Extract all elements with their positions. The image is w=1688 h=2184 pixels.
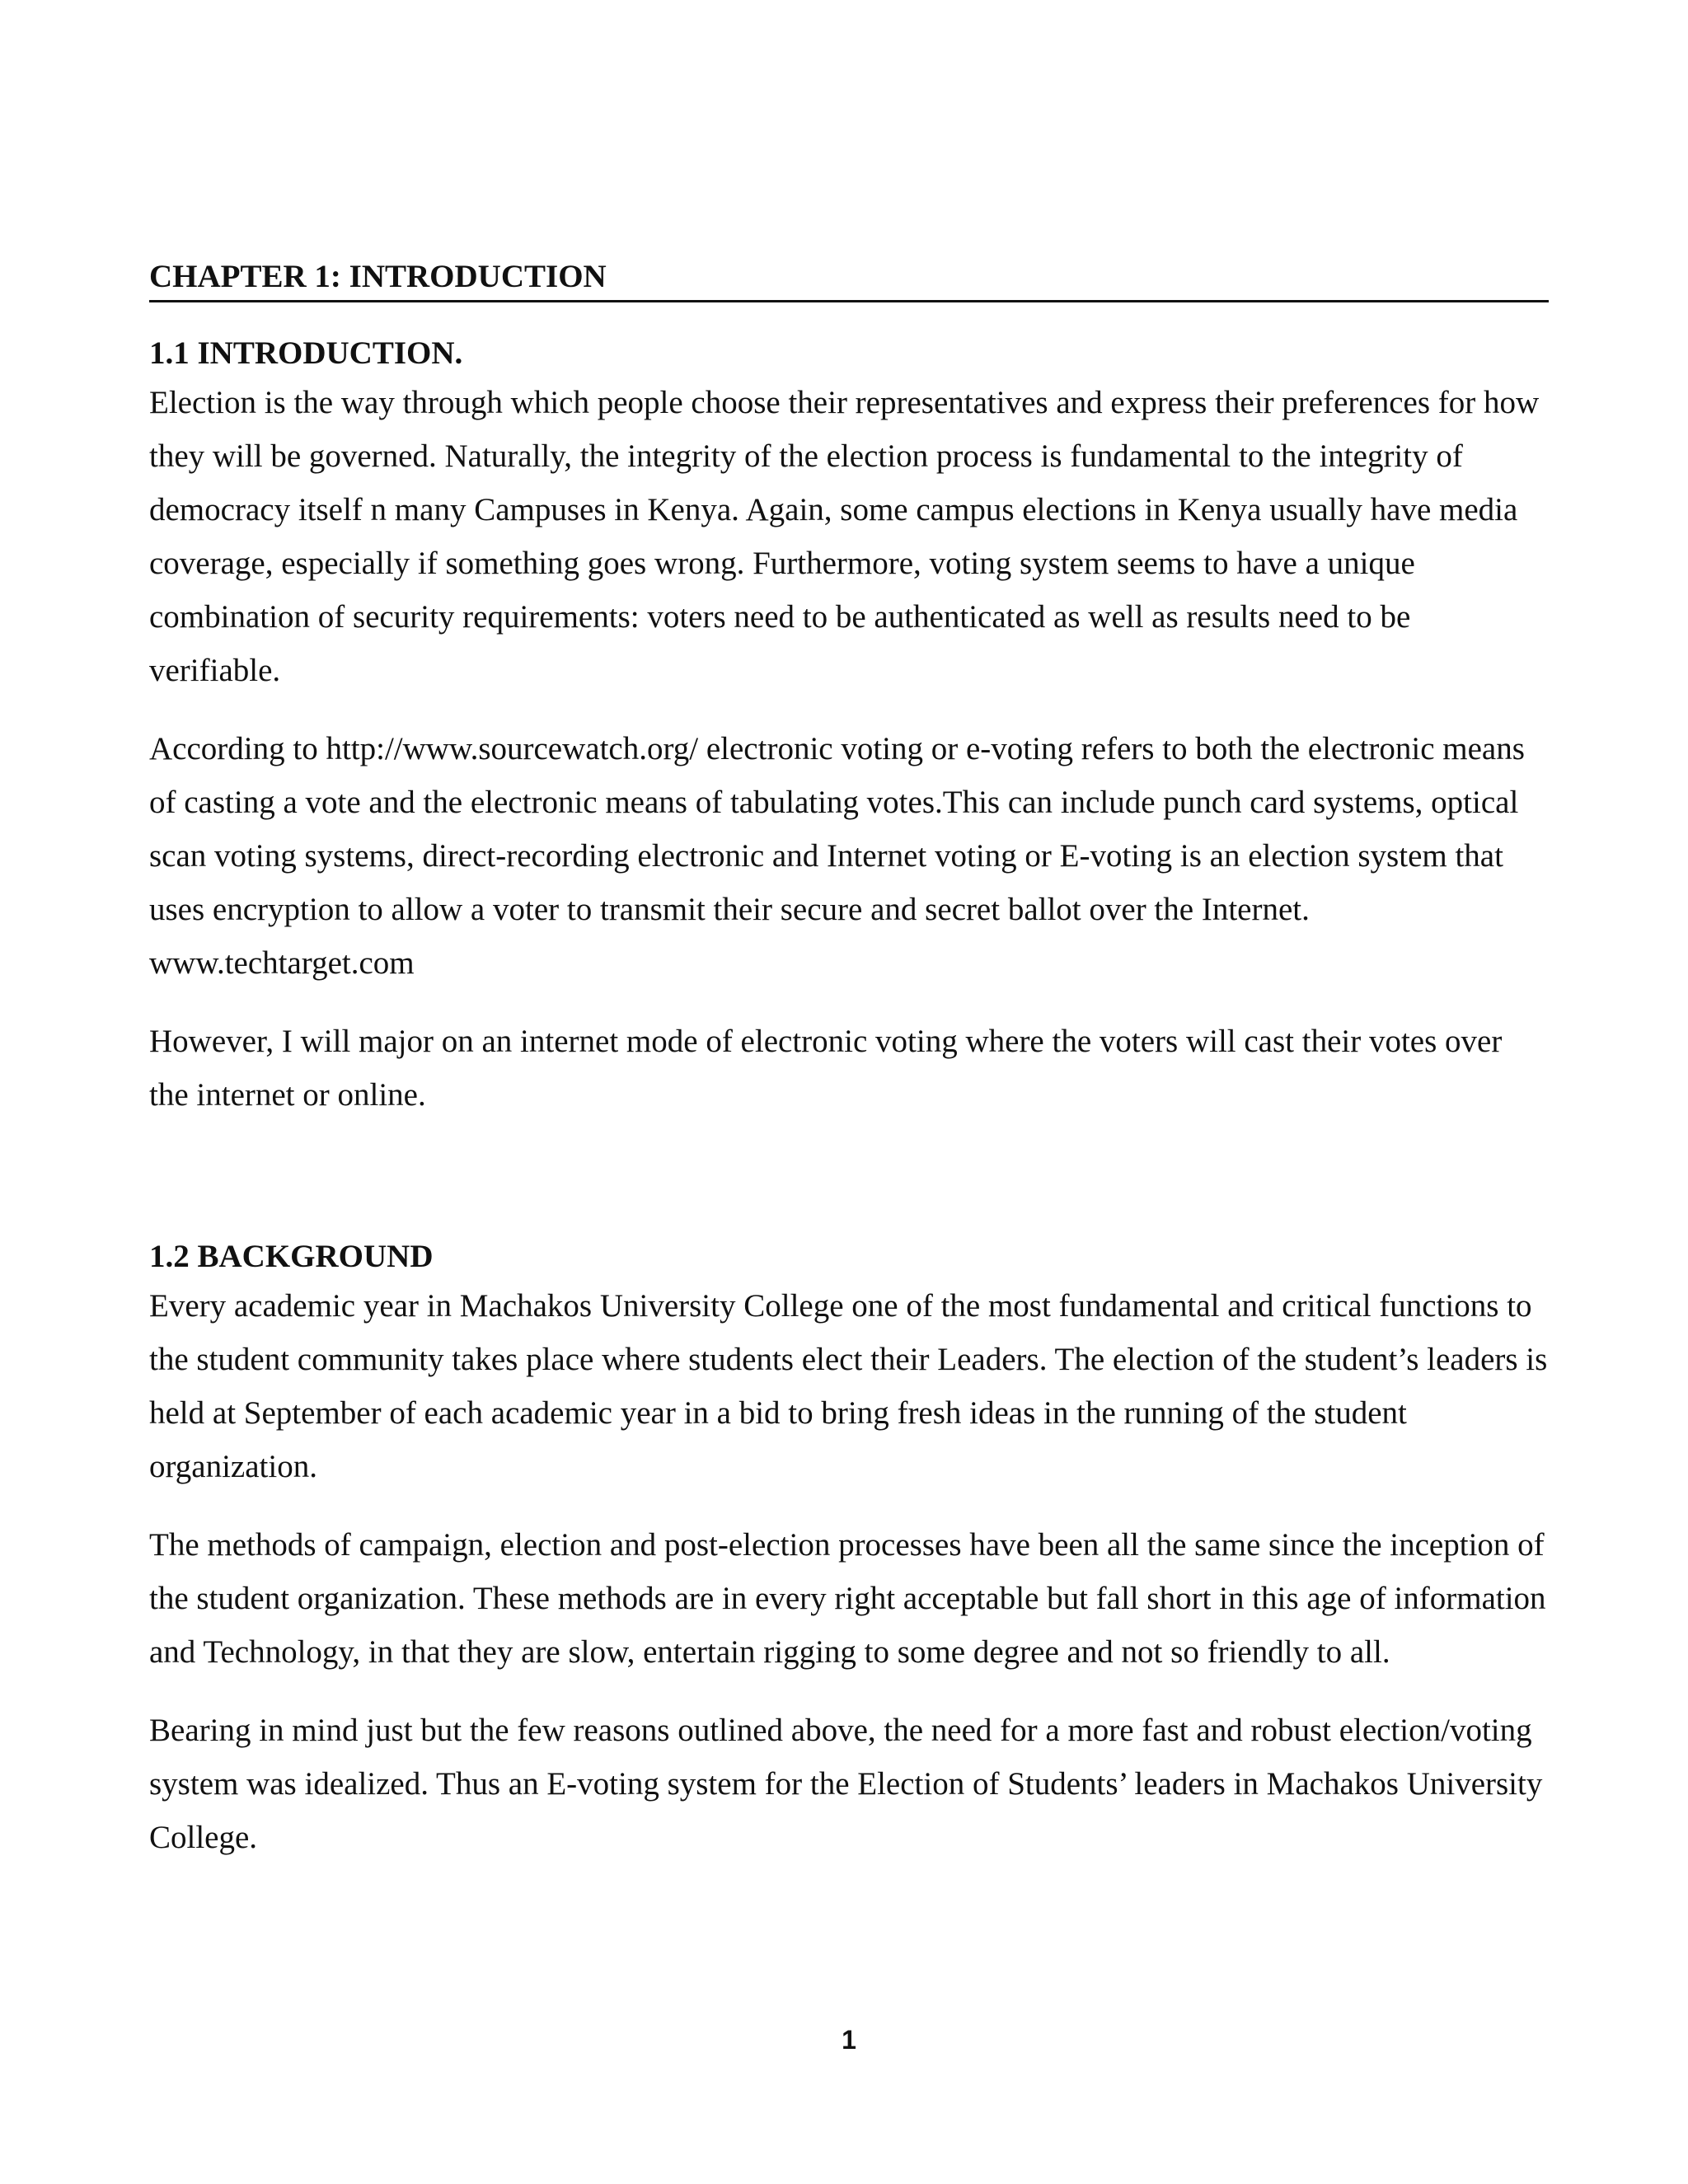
section-introduction [149,331,1549,1122]
paragraph: According to http://www.sourcewatch.org/ electronic voting or e-voting refers to both the electronic means of casting a vote and the electronic means of tabulating votes.This can include punch card systems, optical scan voting systems, direct-recording electronic and Internet voting or E-voting is an election system that uses encryption to allow a voter to transmit their secure and secret ballot over the Internet. www.techtarget.com [149,731,1525,981]
paragraph: Bearing in mind just but the few reasons outlined above, the need for a more fast and robust election/voting system was idealized. Thus an E-voting system for the Election of Students’ leaders in Machakos University College. [149,1713,1543,1855]
paragraph: Every academic year in Machakos University College one of the most fundamental and critical functions to the student community takes place where students elect their Leaders. The election of the student’s leaders is held at September of each academic year in a bid to bring fresh ideas in the running of the student organization. [149,1288,1548,1484]
paragraph: Election is the way through which people choose their representatives and express their preferences for how they will be governed. Naturally, the integrity of the election process is fundamental to the integrity of democracy itself n many Campuses in Kenya. Again, some campus elections in Kenya usually have media coverage, especially if something goes wrong. Furthermore, voting system seems to have a unique combination of security requirements: voters need to be authenticated as well as results need to be verifiable. [149,385,1540,688]
document-page [149,0,1549,2184]
section-heading: 1.1 INTRODUCTION. [149,335,463,371]
paragraph: However, I will major on an internet mode of electronic voting where the voters will cast their votes over the internet or online. [149,1024,1503,1113]
paragraph: The methods of campaign, election and post-election processes have been all the same since the inception of the student organization. These methods are in every right acceptable but fall short in this age of information and Technology, in that they are slow, entertain rigging to some degree and not so friendly to all. [149,1527,1546,1670]
section-background [149,1235,1549,1864]
section-heading: 1.2 BACKGROUND [149,1239,434,1274]
chapter-title: CHAPTER 1: INTRODUCTION [149,257,1549,302]
page-number: 1 [842,2025,856,2055]
